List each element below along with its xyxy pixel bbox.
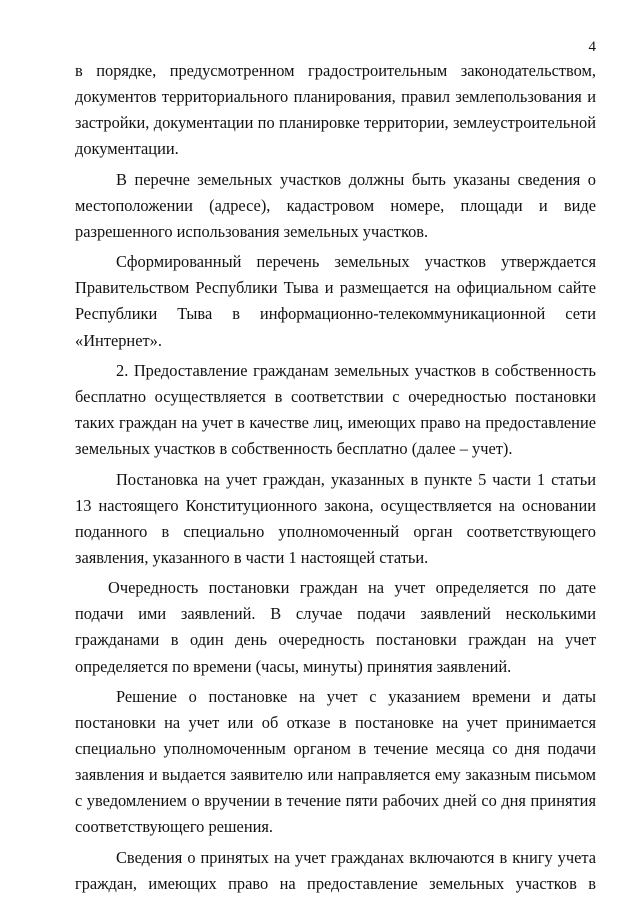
- paragraph-registration-decision: Решение о постановке на учет с указанием времени и даты постановки на учет или об отказе в постановке на учет принимается специально уполномоченным органом в течение месяца со дня подачи заявления и выдается заявителю или направляется ему заказным письмом с уведомлением о вручении в течение пяти рабочих дней со дня принятия соответствующего решения.: [75, 686, 596, 837]
- paragraph-registration: Постановка на учет граждан, указанных в пункте 5 части 1 статьи 13 настоящего Конституционного закона, осуществляется на основании поданного в специально уполномоченный орган соответствующего заявления, указанного в части 1 настоящей статьи.: [75, 469, 596, 567]
- paragraph-queue-order: Очередность постановки граждан на учет определяется по дате подачи ими заявлений. В случае подачи заявлений несколькими гражданами в один день очередность постановки граждан на учет определяется по времени (часы, минуты) принятия заявлений.: [75, 578, 596, 676]
- document-body: [75, 58, 596, 901]
- paragraph-land-list-info: В перечне земельных участков должны быть указаны сведения о местоположении (адресе), кадастровом номере, площади и виде разрешенного использования земельных участков.: [75, 169, 596, 241]
- page-number: 4: [588, 39, 596, 55]
- paragraph-continuation: в порядке, предусмотренном градостроительным законодательством, документов территориального планирования, правил землепользования и застройки, документации по планировке территории, землеустроительной документации.: [75, 61, 596, 159]
- paragraph-item-2: 2. Предоставление гражданам земельных участков в собственность бесплатно осуществляется в соответствии с очередностью постановки таких граждан на учет в качестве лиц, имеющих право на предоставление земельных участков в собственность бесплатно (далее – учет).: [75, 360, 596, 459]
- paragraph-list-approval: Сформированный перечень земельных участков утверждается Правительством Республики Тыва и размещается на официальном сайте Республики Тыва в информационно-телекоммуникационной сети «Интернет».: [75, 252, 596, 350]
- paragraph-registry-book: Сведения о принятых на учет гражданах включаются в книгу учета граждан, имеющих право на предоставление земельных участков в: [75, 847, 596, 893]
